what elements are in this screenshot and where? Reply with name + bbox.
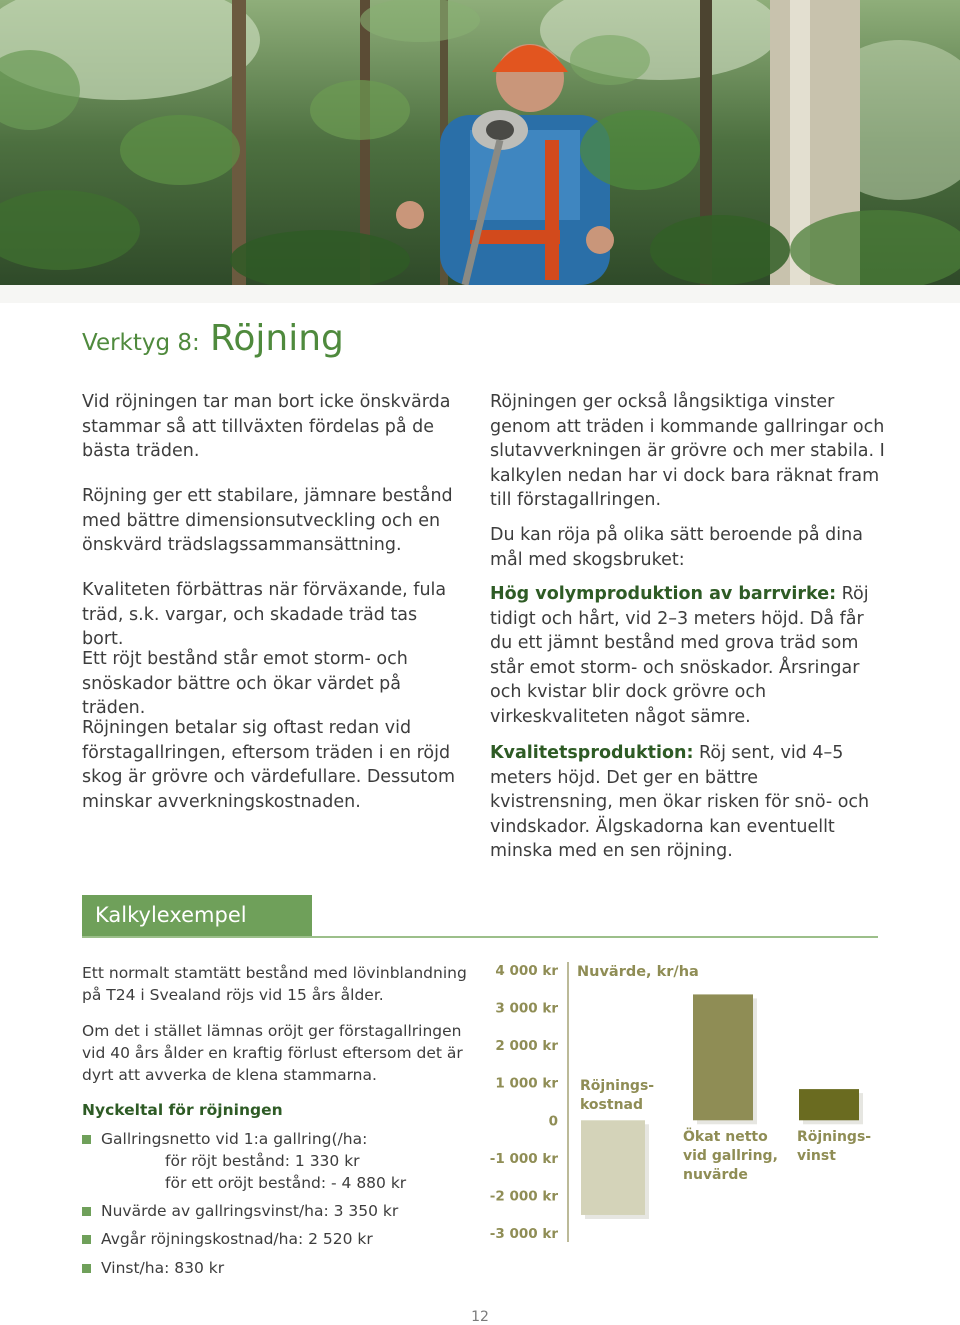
y-tick-label: 3 000 kr (495, 1000, 558, 1017)
category-label-line: Röjnings- (580, 1078, 655, 1094)
paragraph-lead: Kvalitetsproduktion: (490, 743, 694, 763)
paragraph: Ett röjt bestånd står emot storm- och snöskador bättre och ökar värdet på träden. (82, 649, 408, 718)
bullet-square-icon (82, 1135, 91, 1144)
list-item-text: Gallringsnetto vid 1:a gallring(/ha: (101, 1130, 368, 1148)
paragraph: Du kan röja på olika sätt beroende på dina mål med skogsbruket: (490, 525, 863, 570)
category-label-line: vinst (797, 1148, 836, 1164)
category-label-line: Ökat netto (683, 1129, 768, 1145)
paragraph-text: Röj sent, vid 4–5 meters höjd. Det ger en bättre kvistrensning, men ökar risken för snö- och vindskador. Älgskadorna kan eventuellt minska med en sen röjning. (490, 743, 870, 861)
photo-bottom-band (0, 285, 960, 303)
bullet-square-icon (82, 1264, 91, 1273)
paragraph: Röjning ger ett stabilare, jämnare bestånd med bättre dimensionsutveckling och en önskvärd trädslagssammansättning. (82, 486, 453, 555)
list-item (82, 1200, 398, 1222)
kalkyl-divider (82, 936, 878, 938)
list-item-text: Nuvärde av gallringsvinst/ha: 3 350 kr (101, 1202, 399, 1220)
header-photo (0, 0, 960, 285)
list-item-text: Avgår röjningskostnad/ha: 2 520 kr (101, 1230, 373, 1248)
page-title (82, 318, 344, 359)
paragraph-lead: Hög volymproduktion av barrvirke: (490, 584, 837, 604)
bullet-square-icon (82, 1207, 91, 1216)
y-tick-label: 2 000 kr (495, 1038, 558, 1055)
bullet-square-icon (82, 1235, 91, 1244)
y-tick-label: 1 000 kr (495, 1075, 558, 1092)
list-item (82, 1128, 367, 1150)
paragraph-volume-production (490, 582, 885, 729)
y-tick-label: 0 (548, 1113, 558, 1130)
kalkyl-paragraph: Om det i stället lämnas oröjt ger förstagallringen vid 40 års ålder en kraftig förlust eftersom det är dyrt att avverka de klena stammarna. (82, 1022, 463, 1084)
y-tick-label: 4 000 kr (495, 963, 558, 979)
category-label-line: vid gallring, (683, 1148, 778, 1164)
paragraph-quality-production (490, 741, 885, 864)
category-label (794, 1127, 872, 1169)
category-label-line: nuvärde (683, 1167, 748, 1183)
paragraph: Röjningen betalar sig oftast redan vid förstagallringen, eftersom träden i en röjd skog är grövre och värdefullare. Dessutom minskar avverkningskostnaden. (82, 718, 456, 812)
y-tick-label: -1 000 kr (489, 1150, 558, 1167)
list-item (82, 1257, 224, 1279)
category-label-line: kostnad (580, 1097, 644, 1113)
sub-line: för ett oröjt bestånd: - 4 880 kr (165, 1174, 407, 1192)
list-item-text: Vinst/ha: 830 kr (101, 1259, 225, 1277)
category-label-line: Röjnings- (797, 1129, 872, 1145)
page-number: 12 (471, 1309, 489, 1325)
bar (799, 1089, 859, 1120)
y-tick-label: -3 000 kr (489, 1226, 558, 1242)
category-label (577, 1076, 655, 1118)
keys-heading: Nyckeltal för röjningen (82, 1101, 283, 1119)
chart-svg (480, 950, 900, 1250)
paragraph: Röjningen ger också långsiktiga vinster genom att träden i kommande gallringar och slutavverkningen är grövre och mer stabila. I kalkylen nedan har vi dock bara räknat fram till förstagallringen. (490, 392, 885, 510)
bar (581, 1120, 645, 1215)
nuvarde-chart (480, 950, 900, 1250)
bar (693, 994, 753, 1120)
list-item (82, 1228, 373, 1250)
y-tick-label: -2 000 kr (489, 1188, 558, 1205)
paragraph-text: Röj tidigt och hårt, vid 2–3 meters höjd. Då får du ett jämnt bestånd med grova träd som står emot storm- och snöskador. Årsringar och kvistar blir dock grövre och virkeskvaliteten något sämre. (490, 584, 869, 727)
kalkyl-heading: Kalkylexempel (95, 903, 247, 927)
kalkyl-heading-tab (82, 895, 312, 937)
chart-title: Nuvärde, kr/ha (577, 964, 699, 980)
forest-brushcutter-photo-icon (0, 0, 960, 285)
category-label (680, 1127, 780, 1188)
paragraph: Kvaliteten förbättras när förväxande, fula träd, s.k. vargar, och skadade träd tas bort. (82, 580, 447, 649)
title-prefix: Verktyg 8: (82, 330, 200, 356)
paragraph: Vid röjningen tar man bort icke önskvärda stammar så att tillväxten fördelas på de bästa träden. (82, 392, 451, 461)
kalkyl-paragraph: Ett normalt stamtätt bestånd med lövinblandning på T24 i Svealand röjs vid 15 års ålder. (82, 964, 467, 1004)
sub-line: för röjt bestånd: 1 330 kr (165, 1152, 360, 1170)
title-main: Röjning (209, 318, 344, 359)
